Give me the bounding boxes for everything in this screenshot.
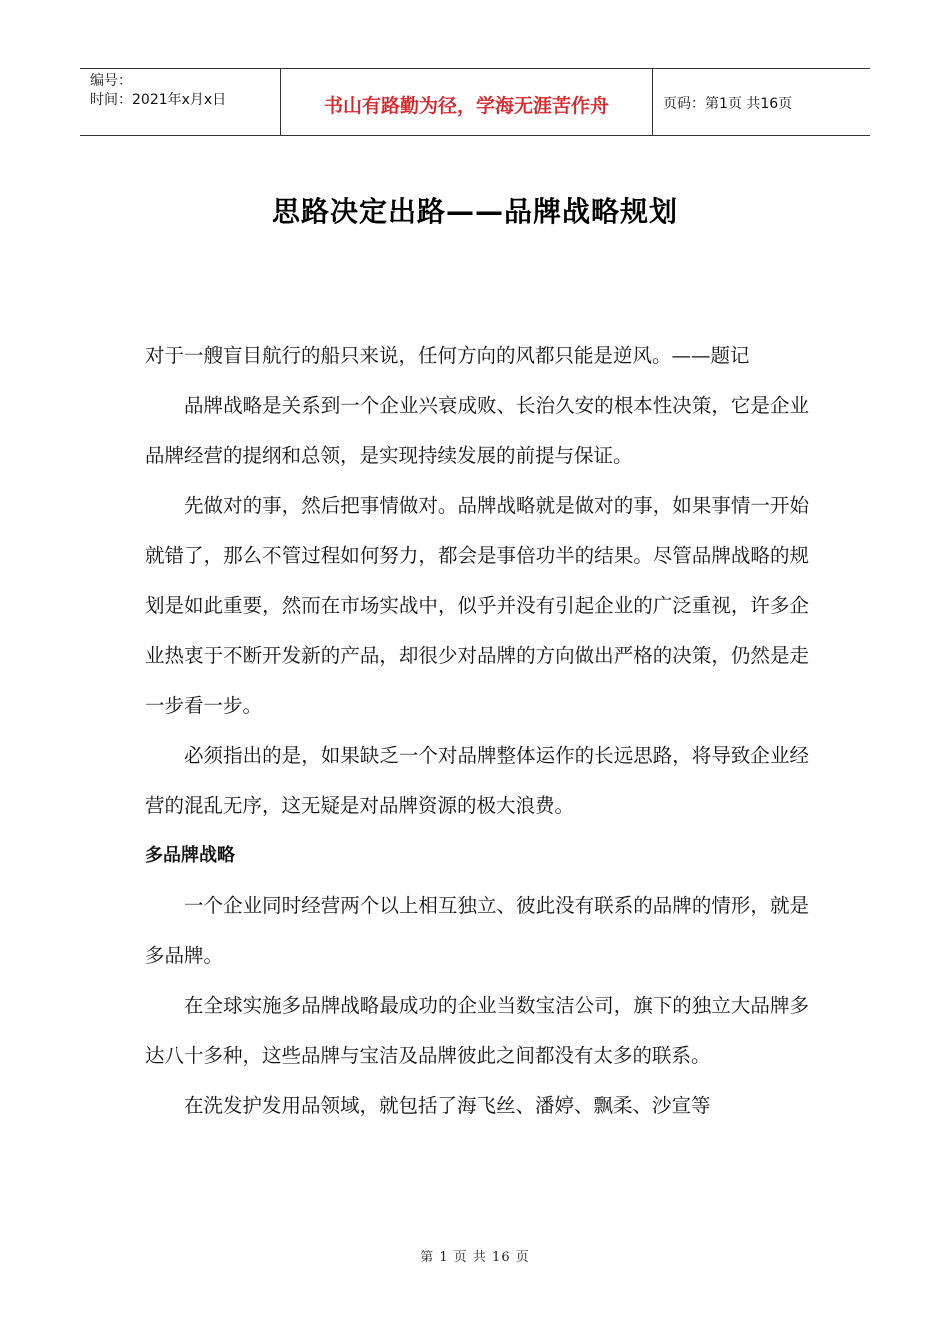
body-paragraph: 一个企业同时经营两个以上相互独立、彼此没有联系的品牌的情形，就是多品牌。 <box>145 894 809 967</box>
serial-label: 编号： <box>90 73 132 89</box>
body-paragraph: 在全球实施多品牌战略最成功的企业当数宝洁公司，旗下的独立大品牌多达八十多种，这些品牌与宝洁及品牌彼此之间都没有太多的联系。 <box>145 994 809 1067</box>
header-table <box>80 68 870 136</box>
section-heading: 多品牌战略 <box>145 845 235 866</box>
body-paragraph: 品牌战略是关系到一个企业兴衰成败、长治久安的根本性决策，它是企业品牌经营的提纲和总领，是实现持续发展的前提与保证。 <box>145 394 809 467</box>
header-meta <box>80 69 281 135</box>
document-body <box>145 331 809 1131</box>
body-paragraph: 在洗发护发用品领域，就包括了海飞丝、潘婷、飘柔、沙宣等 <box>184 1094 711 1117</box>
body-paragraph: 先做对的事，然后把事情做对。品牌战略就是做对的事，如果事情一开始就错了，那么不管过程如何努力，都会是事倍功半的结果。尽管品牌战略的规划是如此重要，然而在市场实战中，似乎并没有引起企业的广泛重视，许多企业热衷于不断开发新的产品，却很少对品牌的方向做出严格的决策，仍然是走一步看一步。 <box>145 494 809 717</box>
header-page-info: 页码：第1页 共16页 <box>663 96 793 112</box>
document-title: 思路决定出路——品牌战略规划 <box>271 195 678 228</box>
page-footer: 第 1 页 共 16 页 <box>420 1250 530 1265</box>
body-paragraph: 必须指出的是，如果缺乏一个对品牌整体运作的长远思路，将导致企业经营的混乱无序，这无疑是对品牌资源的极大浪费。 <box>145 744 809 817</box>
header-motto: 书山有路勤为径，学海无涯苦作舟 <box>281 69 653 135</box>
epigraph-paragraph: 对于一艘盲目航行的船只来说，任何方向的风都只能是逆风。——题记 <box>145 344 750 367</box>
date-label: 时间：2021年x月x日 <box>90 92 227 108</box>
